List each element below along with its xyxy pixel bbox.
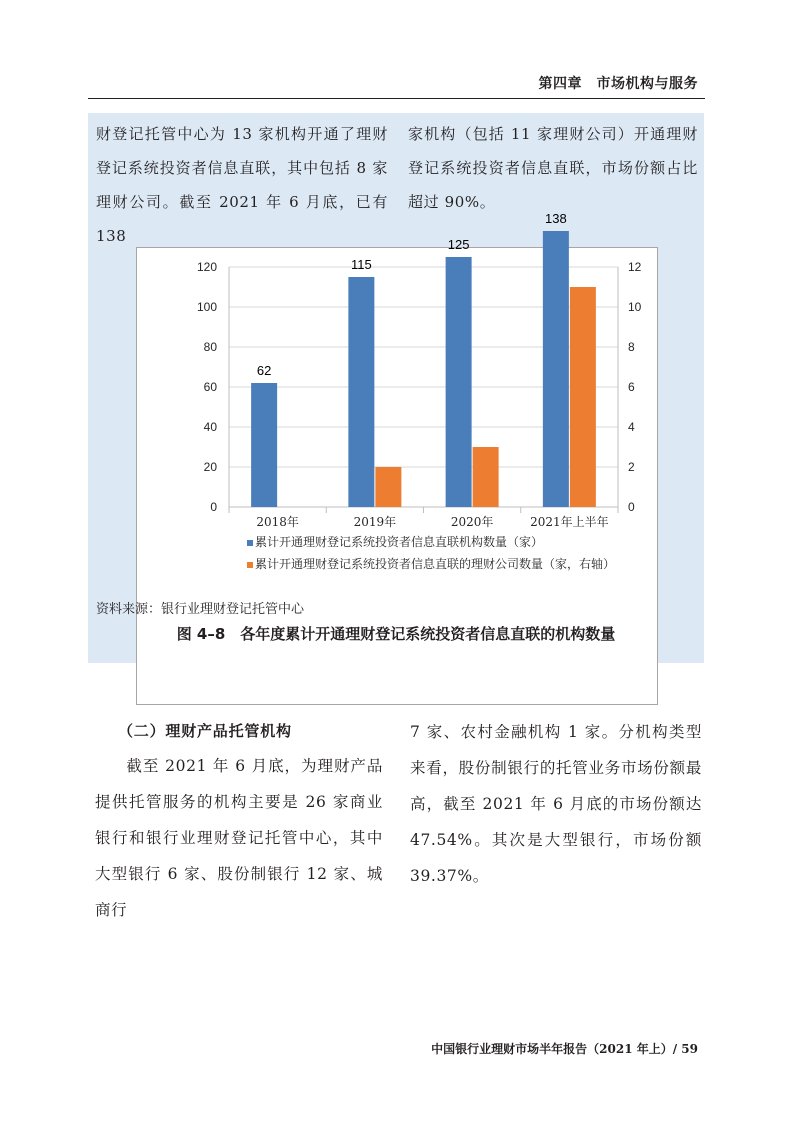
y-left-tick-label: 80: [203, 340, 217, 354]
y-left-tick-label: 20: [203, 460, 217, 474]
source-note: 资料来源：银行业理财登记托管中心: [96, 602, 305, 617]
box-paragraph-right: 家机构（包括 11 家理财公司）开通理财登记系统投资者信息直联，市场份额占比超过 90%。: [408, 125, 698, 211]
bar-institutions: [446, 257, 472, 507]
highlight-box: [88, 113, 704, 663]
body-paragraph-right: 7 家、农村金融机构 1 家。分机构类型来看，股份制银行的托管业务市场份额最高，截至 2021 年 6 月底的市场份额达 47.54%。其次是大型银行，市场份额 39.37%。: [410, 723, 702, 885]
body-paragraph-left: [95, 748, 383, 928]
page-footer: 中国银行业理财市场半年报告（2021 年上）/ 59: [431, 1042, 698, 1056]
x-category-label: 2019年: [353, 515, 397, 529]
y-left-tick-label: 60: [203, 380, 217, 394]
bar-institutions: [348, 277, 374, 507]
bar-wealth-companies: [375, 467, 401, 507]
bar-institutions: [251, 383, 277, 507]
bar-data-label: 138: [545, 211, 567, 226]
y-right-tick-label: 6: [628, 380, 635, 394]
y-right-tick-label: 10: [628, 300, 642, 314]
chapter-title: 第四章 市场机构与服务: [538, 76, 698, 92]
legend-swatch: [247, 540, 253, 546]
y-left-tick-label: 120: [196, 260, 217, 274]
bar-data-label: 62: [256, 363, 272, 378]
legend-label: 累计开通理财登记系统投资者信息直联机构数量（家）: [255, 535, 544, 549]
y-right-tick-label: 4: [628, 420, 635, 434]
y-right-tick-label: 2: [628, 460, 635, 474]
body-left-text: 截至 2021 年 6 月底，为理财产品提供托管服务的机构主要是 26 家商业银行和银行业理财登记托管中心，其中大型银行 6 家、股份制银行 12 家、城商行: [95, 757, 383, 919]
y-left-tick-label: 40: [203, 420, 217, 434]
bar-data-label: 125: [447, 237, 470, 252]
bar-institutions: [543, 231, 569, 507]
figure-caption: 图 4–8 各年度累计开通理财登记系统投资者信息直联的机构数量: [176, 625, 616, 643]
legend-swatch: [247, 562, 253, 568]
bar-data-label: 115: [351, 257, 372, 272]
bar-wealth-companies: [473, 447, 499, 507]
y-right-tick-label: 12: [628, 260, 642, 274]
y-left-tick-label: 0: [210, 500, 217, 514]
y-left-tick-label: 100: [196, 300, 217, 314]
y-right-tick-label: 8: [628, 340, 635, 354]
section-heading: （二）理财产品托管机构: [118, 722, 292, 740]
x-category-label: 2020年: [450, 515, 494, 529]
bar-wealth-companies: [570, 287, 596, 507]
legend-label: 累计开通理财登记系统投资者信息直联的理财公司数量（家，右轴）: [255, 557, 616, 571]
header-rule: [88, 98, 705, 99]
box-paragraph-left: 财登记托管中心为 13 家机构开通了理财登记系统投资者信息直联，其中包括 8 家理财公司。截至 2021 年 6 月底，已有 138: [96, 125, 388, 245]
x-category-label: 2018年: [256, 515, 299, 529]
x-category-label: 2021年上半年: [530, 515, 609, 529]
y-right-tick-label: 0: [628, 500, 635, 514]
